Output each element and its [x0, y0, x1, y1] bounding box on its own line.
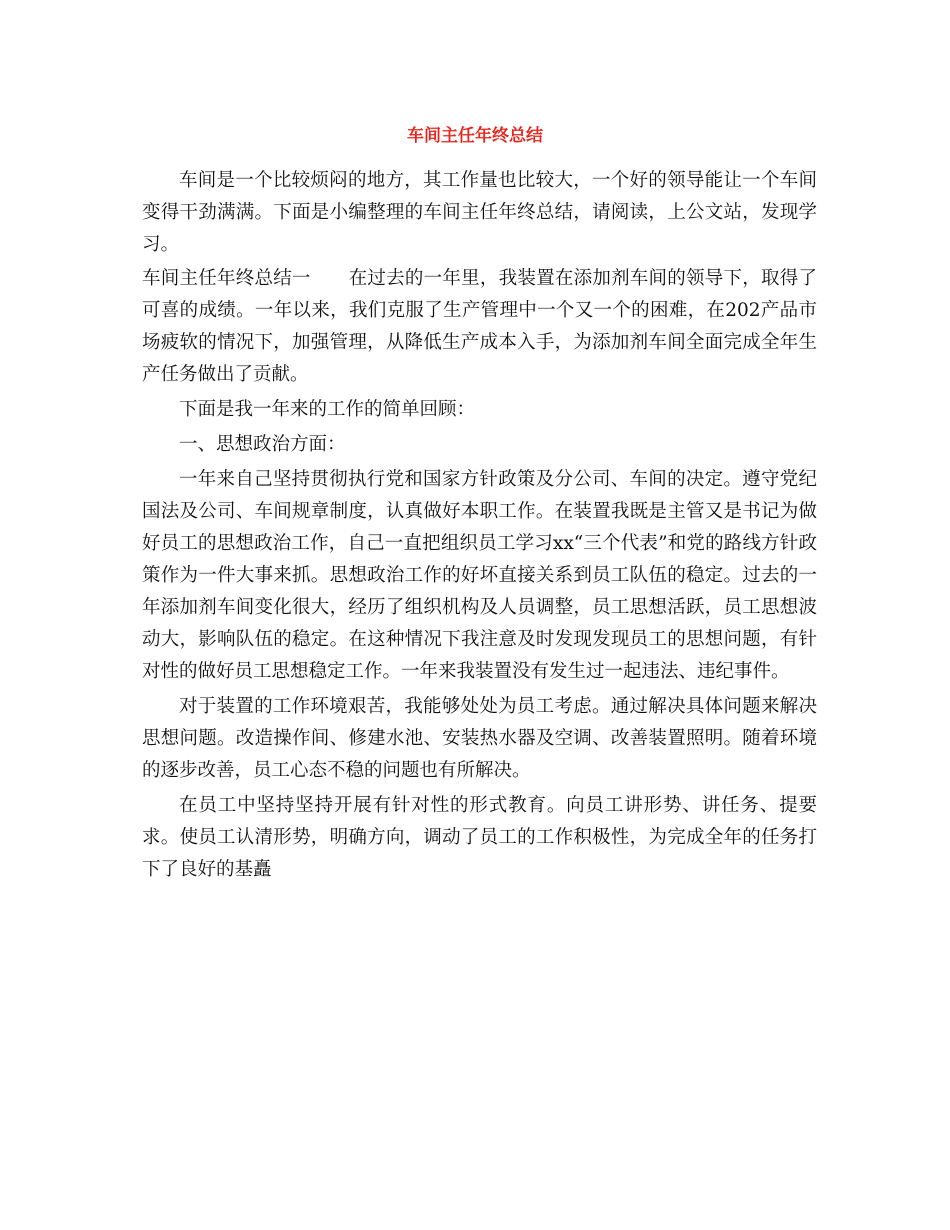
document-title: 车间主任年终总结	[407, 126, 543, 146]
paragraph-education: 在员工中坚持坚持开展有针对性的形式教育。向员工讲形势、讲任务、提要求。使员工认清形势，明确方向，调动了员工的工作积极性，为完成全年的任务打下了良好的基矗	[142, 795, 817, 880]
paragraph-review-intro: 下面是我一年来的工作的简单回顾：	[179, 399, 476, 420]
paragraph-environment: 对于装置的工作环境艰苦，我能够处处为员工考虑。通过解决具体问题来解决思想问题。改造操作间、修建水池、安装热水器及空调、改善装置照明。随着环境的逐步改善，员工心态不稳的问题也有所解决。	[142, 696, 817, 781]
paragraph-summary-one-text: 在过去的一年里，我装置在添加剂车间的领导下，取得了可喜的成绩。一年以来，我们克服了生产管理中一个又一个的困难，在202产品市场疲软的情况下，加强管理，从降低生产成本入手，为添加剂车间全面完成全年生产任务做出了贡献。	[142, 268, 817, 385]
inline-section-heading: 车间主任年终总结一	[142, 268, 311, 289]
paragraph-intro: 车间是一个比较烦闷的地方，其工作量也比较大，一个好的领导能让一个车间变得干劲满满。下面是小编整理的车间主任年终总结，请阅读，上公文站，发现学习。	[142, 170, 817, 255]
document-body	[142, 165, 817, 886]
section-heading-politics: 一、思想政治方面：	[179, 434, 346, 455]
paragraph-summary-one	[142, 263, 817, 391]
paragraph-politics: 一年来自己坚持贯彻执行党和国家方针政策及分公司、车间的决定。遵守党纪国法及公司、车间规章制度，认真做好本职工作。在装置我既是主管又是书记为做好员工的思想政治工作，自己一直把组织员工学习xx“三个代表”和党的路线方针政策作为一件大事来抓。思想政治工作的好坏直接关系到员工队伍的稳定。过去的一年添加剂车间变化很大，经历了组织机构及人员调整，员工思想活跃，员工思想波动大，影响队伍的稳定。在这种情况下我注意及时发现发现员工的思想问题，有针对性的做好员工思想稳定工作。一年来我装置没有发生过一起违法、违纪事件。	[142, 469, 817, 682]
